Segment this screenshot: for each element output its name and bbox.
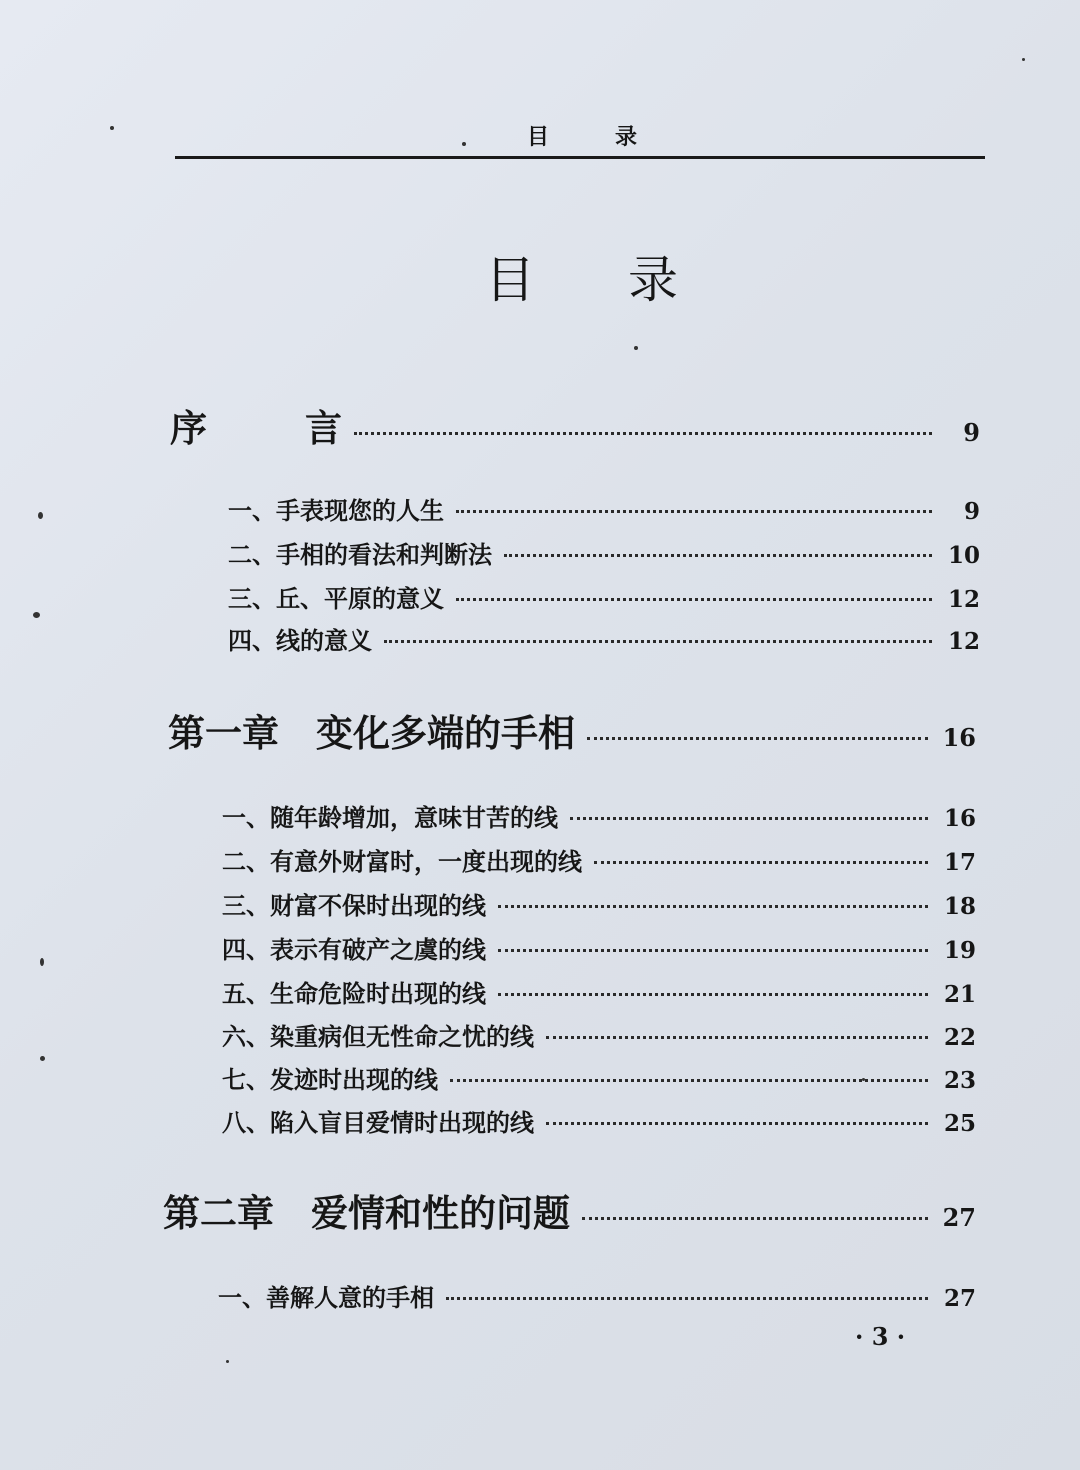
scan-speck	[462, 142, 466, 146]
dot-leader	[456, 598, 932, 601]
toc-section-label: 四、表示有破产之虞的线	[222, 935, 486, 964]
toc-page-number: 22	[943, 1024, 976, 1051]
dot-leader	[587, 737, 928, 740]
toc-section-label: 三、财富不保时出现的线	[222, 891, 486, 920]
scan-speck	[33, 612, 40, 618]
scan-speck	[862, 1078, 865, 1081]
toc-section-label: 四、线的意义	[228, 626, 372, 655]
toc-section-label: 八、陷入盲目爱情时出现的线	[222, 1108, 534, 1137]
page-title	[0, 240, 1080, 310]
toc-page-number: 12	[947, 586, 980, 613]
toc-entry-section[interactable]	[222, 842, 976, 877]
toc-page-number: 19	[943, 937, 976, 964]
toc-chapter-label: 第一章 变化多端的手相	[168, 711, 575, 755]
toc-entry-chapter-2[interactable]	[163, 1183, 976, 1237]
toc-entry-section[interactable]	[222, 974, 976, 1009]
toc-entry-section[interactable]	[222, 1017, 976, 1052]
page-title-char-1: 目	[485, 251, 535, 309]
toc-page-number: 23	[943, 1067, 976, 1094]
running-head	[175, 116, 985, 160]
scan-speck	[634, 346, 638, 350]
dot-leader	[546, 1122, 928, 1125]
toc-page-number: 9	[963, 418, 980, 447]
dot-leader	[384, 640, 932, 643]
toc-page-number: 25	[943, 1110, 976, 1137]
toc-section-label: 三、丘、平原的意义	[228, 584, 444, 613]
toc-entry-section[interactable]	[222, 798, 976, 833]
toc-entry-section[interactable]	[218, 1278, 976, 1313]
dot-leader	[498, 949, 928, 952]
dot-leader	[498, 905, 928, 908]
dot-leader	[450, 1079, 928, 1082]
toc-entry-section[interactable]	[222, 1103, 976, 1138]
toc-page-number: 16	[943, 805, 976, 832]
toc-page-number: 18	[943, 893, 976, 920]
toc-entry-section[interactable]	[228, 491, 980, 526]
toc-section-label: 五、生命危险时出现的线	[222, 979, 486, 1008]
toc-section-label: 七、发迹时出现的线	[222, 1065, 438, 1094]
scan-speck	[1022, 58, 1025, 61]
scan-speck	[110, 126, 114, 130]
toc-page-number: 9	[963, 498, 980, 525]
running-head-char-1: 目	[527, 124, 550, 150]
dot-leader	[594, 861, 928, 864]
scan-speck	[38, 512, 43, 519]
dot-leader	[446, 1297, 928, 1300]
toc-entry-section[interactable]	[228, 621, 980, 656]
toc-section-label: 一、善解人意的手相	[218, 1283, 434, 1312]
dot-leader	[570, 817, 928, 820]
toc-entry-section[interactable]	[228, 535, 980, 570]
page-title-char-2: 录	[628, 251, 678, 309]
toc-entry-preface[interactable]	[170, 398, 980, 452]
toc-page-number: 27	[942, 1203, 976, 1232]
dot-leader	[456, 510, 932, 513]
scan-speck	[40, 1056, 45, 1061]
dot-leader	[354, 432, 932, 435]
toc-section-label: 一、手表现您的人生	[228, 496, 444, 525]
scan-speck	[40, 958, 44, 966]
toc-section-label: 一、随年龄增加，意味甘苦的线	[222, 803, 558, 832]
toc-page-number: 16	[942, 723, 976, 752]
page-number: · 3 ·	[855, 1322, 906, 1351]
toc-page-number: 10	[947, 542, 980, 569]
dot-leader	[582, 1217, 928, 1220]
scan-speck	[226, 1360, 229, 1363]
toc-page-number: 21	[943, 981, 976, 1008]
dot-leader	[504, 554, 932, 557]
running-head-char-2: 录	[615, 124, 638, 150]
toc-entry-section[interactable]	[222, 886, 976, 921]
toc-entry-section[interactable]	[228, 579, 980, 614]
toc-preface-label: 序 言	[170, 406, 342, 450]
toc-page-number: 12	[947, 628, 980, 655]
toc-section-label: 二、有意外财富时，一度出现的线	[222, 847, 582, 876]
toc-entry-section[interactable]	[222, 930, 976, 965]
dot-leader	[546, 1036, 928, 1039]
toc-section-label: 二、手相的看法和判断法	[228, 540, 492, 569]
toc-section-label: 六、染重病但无性命之忧的线	[222, 1022, 534, 1051]
header-rule	[175, 156, 985, 159]
toc-page-number: 17	[943, 849, 976, 876]
toc-page-number: 27	[943, 1285, 976, 1312]
toc-chapter-label: 第二章 爱情和性的问题	[163, 1191, 570, 1235]
dot-leader	[498, 993, 928, 996]
toc-entry-chapter-1[interactable]	[168, 703, 976, 757]
